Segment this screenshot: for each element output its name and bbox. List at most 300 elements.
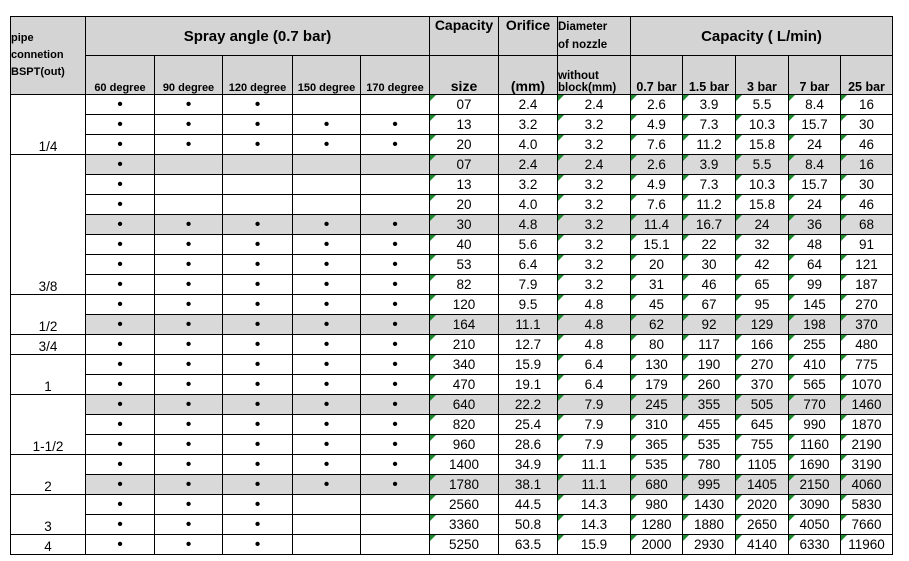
spray-angle-dot [361, 515, 430, 535]
orifice-cell: 44.5 [499, 495, 558, 515]
spray-angle-dot: • [223, 355, 293, 375]
flow-rate-cell: 2930 [683, 535, 736, 555]
table-row [11, 435, 893, 455]
capacity-size-cell: 1780 [430, 475, 499, 495]
spray-angle-dot: • [155, 355, 223, 375]
table-row [11, 495, 893, 515]
spray-angle-dot: • [86, 375, 155, 395]
spray-angle-dot [155, 175, 223, 195]
spray-angle-dot: • [361, 415, 430, 435]
flow-rate-cell: 24 [789, 195, 841, 215]
spray-angle-dot: • [293, 115, 361, 135]
spray-angle-dot: • [293, 295, 361, 315]
flow-rate-cell: 10.3 [736, 115, 789, 135]
table-row [11, 255, 893, 275]
spray-angle-dot: • [155, 115, 223, 135]
flow-rate-cell: 24 [789, 135, 841, 155]
spray-angle-dot: • [361, 255, 430, 275]
nozzle-diameter-cell: 14.3 [558, 515, 631, 535]
flow-rate-cell: 245 [631, 395, 683, 415]
spray-angle-dot: • [155, 275, 223, 295]
pipe-size-cell: 4 [11, 535, 86, 555]
spray-angle-dot: • [361, 475, 430, 495]
flow-rate-cell: 535 [631, 455, 683, 475]
flow-rate-cell: 5.5 [736, 155, 789, 175]
capacity-size-cell: 470 [430, 375, 499, 395]
flow-rate-cell: 16.7 [683, 215, 736, 235]
spray-angle-dot: • [86, 415, 155, 435]
spray-angle-dot [223, 155, 293, 175]
flow-rate-cell: 45 [631, 295, 683, 315]
capacity-size-cell: 53 [430, 255, 499, 275]
flow-rate-cell: 16 [841, 155, 893, 175]
capacity-size-subheader: size [430, 56, 499, 95]
orifice-cell: 19.1 [499, 375, 558, 395]
spray-angle-dot: • [223, 315, 293, 335]
spray-angle-dot: • [293, 355, 361, 375]
flow-rate-cell: 15.1 [631, 235, 683, 255]
spray-angle-dot [361, 95, 430, 115]
flow-rate-cell: 7.6 [631, 195, 683, 215]
diameter-header-line: of nozzle [558, 39, 608, 51]
flow-rate-cell: 1690 [789, 455, 841, 475]
capacity-size-header: Capacity [430, 17, 499, 56]
spray-angle-dot: • [155, 435, 223, 455]
pressure-header: 25 bar [841, 56, 893, 95]
table-row [11, 415, 893, 435]
spray-angle-dot: • [86, 195, 155, 215]
pipe-size-cell: 1 [11, 355, 86, 395]
spray-angle-dot [293, 535, 361, 555]
flow-rate-cell: 680 [631, 475, 683, 495]
spray-angle-dot: • [223, 415, 293, 435]
spray-angle-dot: • [361, 275, 430, 295]
nozzle-diameter-cell: 11.1 [558, 475, 631, 495]
pressure-header: 7 bar [789, 56, 841, 95]
spray-angle-dot: • [293, 455, 361, 475]
orifice-cell: 2.4 [499, 155, 558, 175]
spray-angle-dot: • [155, 315, 223, 335]
spray-angle-dot: • [155, 255, 223, 275]
nozzle-diameter-cell: 4.8 [558, 295, 631, 315]
flow-rate-cell: 15.7 [789, 115, 841, 135]
header-row-top [11, 17, 893, 56]
table-row [11, 195, 893, 215]
flow-rate-cell: 91 [841, 235, 893, 255]
nozzle-diameter-cell: 6.4 [558, 375, 631, 395]
flow-rate-cell: 187 [841, 275, 893, 295]
capacity-size-cell: 07 [430, 155, 499, 175]
pipe-header-line: BSPT(out) [11, 66, 65, 78]
pipe-size-cell: 3/8 [11, 155, 86, 295]
flow-rate-cell: 2.6 [631, 95, 683, 115]
table-row [11, 515, 893, 535]
orifice-cell: 15.9 [499, 355, 558, 375]
flow-rate-cell: 62 [631, 315, 683, 335]
spray-angle-dot: • [155, 475, 223, 495]
capacity-size-cell: 82 [430, 275, 499, 295]
flow-rate-cell: 1280 [631, 515, 683, 535]
flow-rate-cell: 30 [841, 115, 893, 135]
nozzle-capacity-table [10, 16, 893, 555]
capacity-size-cell: 07 [430, 95, 499, 115]
flow-rate-cell: 535 [683, 435, 736, 455]
nozzle-diameter-cell: 11.1 [558, 455, 631, 475]
spray-angle-dot: • [361, 235, 430, 255]
spray-angle-dot: • [361, 375, 430, 395]
pipe-size-cell: 2 [11, 455, 86, 495]
spray-angle-dot: • [293, 315, 361, 335]
flow-rate-cell: 2.6 [631, 155, 683, 175]
nozzle-diameter-cell: 3.2 [558, 135, 631, 155]
flow-rate-cell: 24 [736, 215, 789, 235]
flow-rate-cell: 46 [683, 275, 736, 295]
flow-rate-cell: 455 [683, 415, 736, 435]
pipe-size-cell: 1-1/2 [11, 395, 86, 455]
flow-rate-cell: 95 [736, 295, 789, 315]
spray-angle-dot: • [223, 115, 293, 135]
spray-angle-dot: • [86, 255, 155, 275]
degree-header: 120 degree [223, 56, 293, 95]
capacity-size-cell: 820 [430, 415, 499, 435]
flow-rate-cell: 1870 [841, 415, 893, 435]
diameter-header-line: Diameter [558, 21, 608, 33]
flow-rate-cell: 129 [736, 315, 789, 335]
flow-rate-cell: 11960 [841, 535, 893, 555]
flow-rate-cell: 1460 [841, 395, 893, 415]
flow-rate-cell: 190 [683, 355, 736, 375]
spray-angle-dot: • [86, 495, 155, 515]
spray-angle-dot: • [223, 255, 293, 275]
capacity-size-cell: 30 [430, 215, 499, 235]
spray-angle-dot: • [86, 395, 155, 415]
flow-rate-cell: 7.3 [683, 115, 736, 135]
flow-rate-cell: 1105 [736, 455, 789, 475]
flow-rate-cell: 370 [841, 315, 893, 335]
spray-angle-dot: • [155, 335, 223, 355]
pipe-size-cell: 1/4 [11, 95, 86, 155]
spray-angle-dot [361, 195, 430, 215]
flow-rate-cell: 6330 [789, 535, 841, 555]
flow-rate-cell: 2150 [789, 475, 841, 495]
flow-rate-cell: 4140 [736, 535, 789, 555]
spray-angle-dot: • [86, 335, 155, 355]
flow-rate-cell: 7.3 [683, 175, 736, 195]
spray-angle-dot: • [86, 135, 155, 155]
table-row [11, 95, 893, 115]
nozzle-diameter-cell: 6.4 [558, 355, 631, 375]
flow-rate-cell: 780 [683, 455, 736, 475]
flow-rate-cell: 3.9 [683, 155, 736, 175]
table-row [11, 175, 893, 195]
flow-rate-cell: 355 [683, 395, 736, 415]
orifice-cell: 6.4 [499, 255, 558, 275]
orifice-unit-subheader: (mm) [499, 56, 558, 95]
capacity-size-cell: 13 [430, 115, 499, 135]
spray-angle-dot: • [86, 295, 155, 315]
orifice-cell: 4.8 [499, 215, 558, 235]
spray-angle-dot: • [361, 335, 430, 355]
spray-angle-dot: • [361, 355, 430, 375]
capacity-size-cell: 20 [430, 195, 499, 215]
spray-angle-dot [293, 495, 361, 515]
spray-angle-dot [293, 175, 361, 195]
nozzle-diameter-cell: 14.3 [558, 495, 631, 515]
spray-angle-dot: • [155, 235, 223, 255]
spray-angle-dot [293, 195, 361, 215]
nozzle-diameter-cell: 3.2 [558, 255, 631, 275]
spray-angle-dot: • [361, 295, 430, 315]
spray-angle-dot: • [293, 255, 361, 275]
nozzle-diameter-cell: 15.9 [558, 535, 631, 555]
flow-rate-cell: 8.4 [789, 155, 841, 175]
table-row [11, 455, 893, 475]
flow-rate-cell: 121 [841, 255, 893, 275]
orifice-cell: 12.7 [499, 335, 558, 355]
flow-rate-cell: 11.4 [631, 215, 683, 235]
flow-rate-cell: 4050 [789, 515, 841, 535]
flow-rate-cell: 4060 [841, 475, 893, 495]
spray-angle-dot: • [223, 535, 293, 555]
orifice-cell: 4.0 [499, 135, 558, 155]
spray-angle-dot: • [223, 515, 293, 535]
nozzle-diameter-cell: 7.9 [558, 435, 631, 455]
pressure-header: 3 bar [736, 56, 789, 95]
spray-angle-dot: • [86, 155, 155, 175]
flow-rate-cell: 2190 [841, 435, 893, 455]
spray-angle-dot: • [293, 435, 361, 455]
nozzle-diameter-cell: 7.9 [558, 395, 631, 415]
spray-angle-dot [293, 515, 361, 535]
flow-rate-cell: 4.9 [631, 115, 683, 135]
capacity-size-cell: 5250 [430, 535, 499, 555]
flow-rate-cell: 15.8 [736, 135, 789, 155]
flow-rate-cell: 2000 [631, 535, 683, 555]
flow-rate-cell: 270 [841, 295, 893, 315]
spray-angle-dot: • [223, 375, 293, 395]
flow-rate-cell: 3090 [789, 495, 841, 515]
capacity-size-cell: 20 [430, 135, 499, 155]
pipe-connection-header [11, 17, 86, 95]
flow-rate-cell: 980 [631, 495, 683, 515]
spray-angle-dot: • [86, 235, 155, 255]
nozzle-diameter-cell: 3.2 [558, 115, 631, 135]
orifice-cell: 38.1 [499, 475, 558, 495]
table-row [11, 535, 893, 555]
pressure-header: 1.5 bar [683, 56, 736, 95]
spray-angle-dot: • [86, 515, 155, 535]
capacity-size-cell: 164 [430, 315, 499, 335]
spray-angle-header: Spray angle (0.7 bar) [86, 17, 430, 56]
flow-rate-cell: 3.9 [683, 95, 736, 115]
spray-angle-dot: • [361, 315, 430, 335]
flow-rate-cell: 65 [736, 275, 789, 295]
flow-rate-cell: 2020 [736, 495, 789, 515]
spray-angle-dot: • [223, 95, 293, 115]
table-row [11, 155, 893, 175]
spray-angle-dot: • [155, 135, 223, 155]
spray-angle-dot: • [155, 415, 223, 435]
flow-rate-cell: 20 [631, 255, 683, 275]
spray-angle-dot [223, 195, 293, 215]
header-row-bottom [11, 56, 893, 95]
orifice-cell: 50.8 [499, 515, 558, 535]
spray-angle-dot: • [86, 275, 155, 295]
flow-rate-cell: 1160 [789, 435, 841, 455]
table-row [11, 315, 893, 335]
spray-angle-dot: • [223, 395, 293, 415]
capacity-size-cell: 120 [430, 295, 499, 315]
spray-angle-dot: • [293, 135, 361, 155]
flow-rate-cell: 4.9 [631, 175, 683, 195]
spray-angle-dot: • [293, 375, 361, 395]
spray-angle-dot: • [86, 535, 155, 555]
spray-angle-dot: • [361, 455, 430, 475]
capacity-flow-header: Capacity ( L/min) [631, 17, 893, 56]
table-row [11, 135, 893, 155]
nozzle-diameter-cell: 3.2 [558, 275, 631, 295]
pipe-header-line: pipe [11, 32, 34, 44]
nozzle-diameter-cell: 4.8 [558, 315, 631, 335]
spray-angle-dot: • [155, 515, 223, 535]
flow-rate-cell: 770 [789, 395, 841, 415]
degree-header: 170 degree [361, 56, 430, 95]
nozzle-diameter-cell: 3.2 [558, 215, 631, 235]
spray-angle-dot: • [86, 435, 155, 455]
nozzle-diameter-header [558, 17, 631, 56]
spray-angle-dot: • [293, 395, 361, 415]
table-row [11, 355, 893, 375]
capacity-size-cell: 2560 [430, 495, 499, 515]
capacity-size-cell: 1400 [430, 455, 499, 475]
flow-rate-cell: 130 [631, 355, 683, 375]
flow-rate-cell: 1880 [683, 515, 736, 535]
spray-angle-dot: • [361, 115, 430, 135]
spray-angle-dot: • [223, 295, 293, 315]
orifice-cell: 3.2 [499, 175, 558, 195]
spray-angle-dot: • [293, 335, 361, 355]
flow-rate-cell: 410 [789, 355, 841, 375]
table-row [11, 275, 893, 295]
flow-rate-cell: 565 [789, 375, 841, 395]
spray-angle-dot: • [361, 135, 430, 155]
table-body [11, 95, 893, 555]
flow-rate-cell: 505 [736, 395, 789, 415]
flow-rate-cell: 1070 [841, 375, 893, 395]
flow-rate-cell: 166 [736, 335, 789, 355]
orifice-cell: 34.9 [499, 455, 558, 475]
capacity-size-cell: 960 [430, 435, 499, 455]
flow-rate-cell: 11.2 [683, 195, 736, 215]
spray-angle-dot: • [293, 275, 361, 295]
flow-rate-cell: 255 [789, 335, 841, 355]
nozzle-diameter-cell: 2.4 [558, 95, 631, 115]
spray-angle-dot: • [223, 335, 293, 355]
nozzle-diameter-subheader [558, 56, 631, 95]
flow-rate-cell: 8.4 [789, 95, 841, 115]
flow-rate-cell: 1430 [683, 495, 736, 515]
orifice-cell: 2.4 [499, 95, 558, 115]
spray-angle-dot [293, 155, 361, 175]
flow-rate-cell: 31 [631, 275, 683, 295]
orifice-header: Orifice [499, 17, 558, 56]
orifice-cell: 25.4 [499, 415, 558, 435]
pipe-size-cell: 3/4 [11, 335, 86, 355]
diameter-header-line: block(mm) [558, 82, 617, 94]
flow-rate-cell: 2650 [736, 515, 789, 535]
nozzle-diameter-cell: 7.9 [558, 415, 631, 435]
flow-rate-cell: 270 [736, 355, 789, 375]
flow-rate-cell: 30 [841, 175, 893, 195]
spray-angle-dot: • [223, 475, 293, 495]
capacity-size-cell: 640 [430, 395, 499, 415]
orifice-cell: 63.5 [499, 535, 558, 555]
table-row [11, 475, 893, 495]
diameter-header-line: without [558, 70, 599, 82]
flow-rate-cell: 92 [683, 315, 736, 335]
flow-rate-cell: 68 [841, 215, 893, 235]
orifice-cell: 4.0 [499, 195, 558, 215]
spray-angle-dot: • [155, 395, 223, 415]
spray-angle-dot: • [86, 315, 155, 335]
flow-rate-cell: 11.2 [683, 135, 736, 155]
flow-rate-cell: 775 [841, 355, 893, 375]
flow-rate-cell: 1405 [736, 475, 789, 495]
flow-rate-cell: 7660 [841, 515, 893, 535]
spray-angle-dot: • [223, 275, 293, 295]
flow-rate-cell: 995 [683, 475, 736, 495]
nozzle-diameter-cell: 3.2 [558, 235, 631, 255]
spray-angle-dot [223, 175, 293, 195]
spray-angle-dot: • [293, 215, 361, 235]
spray-angle-dot: • [361, 435, 430, 455]
flow-rate-cell: 645 [736, 415, 789, 435]
flow-rate-cell: 46 [841, 135, 893, 155]
orifice-cell: 5.6 [499, 235, 558, 255]
capacity-size-cell: 40 [430, 235, 499, 255]
nozzle-diameter-cell: 2.4 [558, 155, 631, 175]
spray-angle-dot: • [155, 215, 223, 235]
spray-angle-dot: • [223, 235, 293, 255]
spray-angle-dot: • [223, 135, 293, 155]
flow-rate-cell: 48 [789, 235, 841, 255]
spray-angle-dot: • [223, 435, 293, 455]
flow-rate-cell: 7.6 [631, 135, 683, 155]
flow-rate-cell: 5830 [841, 495, 893, 515]
flow-rate-cell: 480 [841, 335, 893, 355]
spray-angle-dot: • [223, 495, 293, 515]
flow-rate-cell: 15.7 [789, 175, 841, 195]
capacity-size-cell: 210 [430, 335, 499, 355]
flow-rate-cell: 30 [683, 255, 736, 275]
degree-header: 90 degree [155, 56, 223, 95]
flow-rate-cell: 22 [683, 235, 736, 255]
flow-rate-cell: 10.3 [736, 175, 789, 195]
pipe-size-cell: 1/2 [11, 295, 86, 335]
orifice-cell: 28.6 [499, 435, 558, 455]
capacity-size-cell: 340 [430, 355, 499, 375]
flow-rate-cell: 755 [736, 435, 789, 455]
spray-angle-dot [293, 95, 361, 115]
pipe-size-cell: 3 [11, 495, 86, 535]
spray-angle-dot: • [86, 355, 155, 375]
spray-angle-dot: • [223, 455, 293, 475]
pressure-header: 0.7 bar [631, 56, 683, 95]
spray-angle-dot: • [86, 175, 155, 195]
spray-angle-dot [155, 155, 223, 175]
flow-rate-cell: 3190 [841, 455, 893, 475]
orifice-cell: 11.1 [499, 315, 558, 335]
